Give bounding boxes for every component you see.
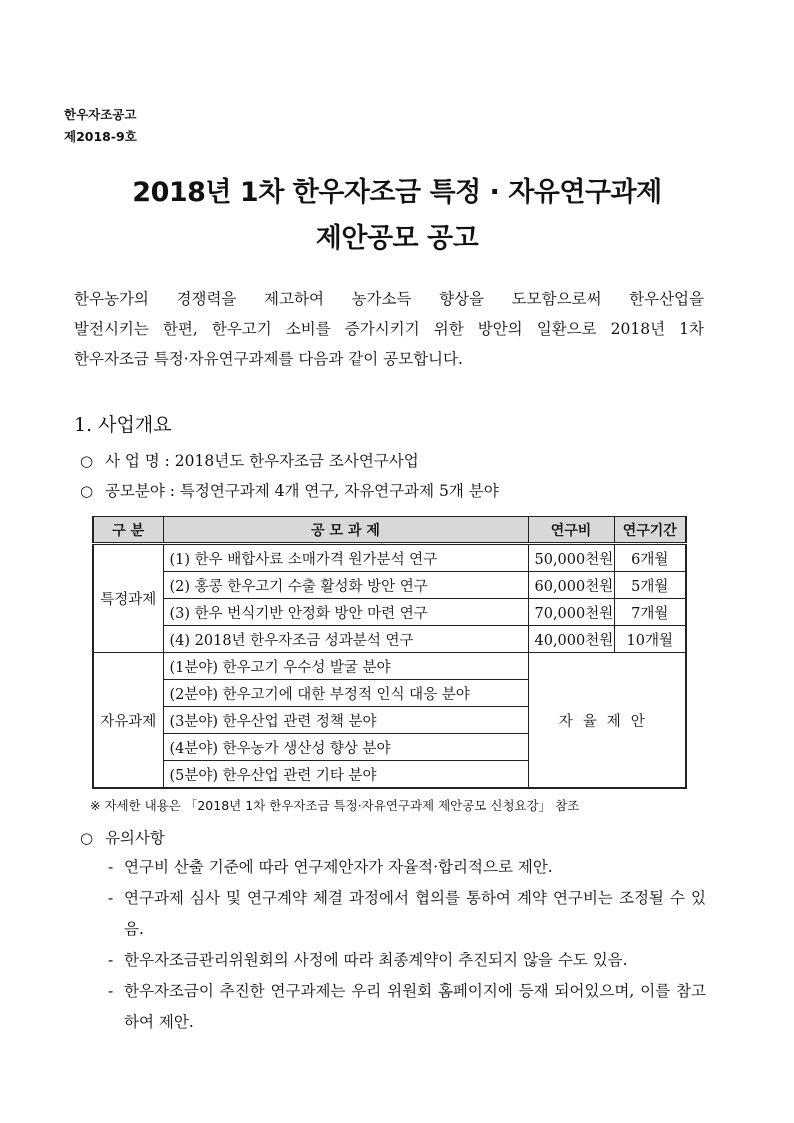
table-row [93, 653, 686, 680]
list-item [108, 976, 706, 1038]
project-name-text: 사 업 명 : 2018년도 한우자조금 조사연구사업 [104, 452, 419, 470]
overview-item [80, 446, 499, 476]
free-field-cell: (4분야) 한우농가 생산성 향상 분야 [163, 734, 528, 761]
intro-line-3: 한우자조금 특정·자유연구과제를 다음과 같이 공모합니다. [74, 350, 463, 368]
dash-bullet-icon: - [108, 951, 114, 969]
circle-bullet-icon: ○ [80, 482, 94, 500]
section-title: 1. 사업개요 [74, 414, 172, 436]
agency-name: 한우자조공고 [64, 107, 137, 122]
period-cell: 5개월 [614, 572, 686, 599]
call-field-text: 공모분야 : 특정연구과제 4개 연구, 자유연구과제 5개 분야 [104, 482, 499, 500]
caution-text: 연구과제 심사 및 연구계약 체결 과정에서 협의를 통하여 계약 연구비는 조정될 수 있음. [124, 889, 706, 938]
table-row [93, 544, 686, 572]
cautions-heading [80, 824, 165, 852]
table-header-row [93, 517, 686, 544]
list-item [108, 883, 706, 945]
task-cell: (1) 한우 배합사료 소매가격 원가분석 연구 [163, 544, 528, 572]
caution-text: 한우자조금관리위원회의 사정에 따라 최종계약이 추진되지 않을 수도 있음. [124, 951, 628, 969]
budget-cell: 40,000천원 [528, 626, 614, 653]
header-period: 연구기간 [614, 517, 686, 544]
list-item [108, 852, 706, 883]
circle-bullet-icon: ○ [80, 829, 94, 847]
dash-bullet-icon: - [108, 858, 114, 876]
free-field-cell: (3분야) 한우산업 관련 정책 분야 [163, 707, 528, 734]
overview-list [80, 446, 499, 506]
table-row [93, 626, 686, 653]
table-row [93, 599, 686, 626]
dash-bullet-icon: - [108, 982, 114, 1000]
title-line-1: 2018년 1차 한우자조금 특정 · 자유연구과제 [132, 177, 662, 208]
header-task: 공 모 과 제 [163, 517, 528, 544]
cautions-title: 유의사항 [104, 829, 165, 847]
cautions-list [108, 852, 706, 1038]
period-cell: 10개월 [614, 626, 686, 653]
overview-item [80, 476, 499, 506]
free-field-cell: (2분야) 한우고기에 대한 부정적 인식 대응 분야 [163, 680, 528, 707]
budget-cell: 60,000천원 [528, 572, 614, 599]
free-field-cell: (5분야) 한우산업 관련 기타 분야 [163, 761, 528, 789]
dash-bullet-icon: - [108, 889, 114, 907]
reference-note: ※ 자세한 내용은 「2018년 1차 한우자조금 특정·자유연구과제 제안공모 신청요강」 참조 [90, 798, 580, 813]
document-header [64, 104, 137, 148]
budget-cell: 50,000천원 [528, 544, 614, 572]
list-item [108, 945, 706, 976]
header-budget: 연구비 [528, 517, 614, 544]
free-budget-cell: 자율제안 [528, 653, 686, 789]
research-task-table [92, 516, 687, 789]
task-cell: (2) 홍콩 한우고기 수출 활성화 방안 연구 [163, 572, 528, 599]
intro-line-2: 발전시키는 한편, 한우고기 소비를 증가시키기 위한 방안의 일환으로 2018년 1차 [74, 320, 704, 338]
table-row [93, 572, 686, 599]
budget-cell: 70,000천원 [528, 599, 614, 626]
task-cell: (4) 2018년 한우자조금 성과분석 연구 [163, 626, 528, 653]
free-field-cell: (1분야) 한우고기 우수성 발굴 분야 [163, 653, 528, 680]
intro-paragraph [74, 284, 704, 374]
specific-category-label: 특정과제 [93, 544, 163, 653]
caution-text: 연구비 산출 기준에 따라 연구제안자가 자율적·합리적으로 제안. [124, 858, 553, 876]
intro-line-1: 한우농가의 경쟁력을 제고하여 농가소득 향상을 도모함으로써 한우산업을 [74, 290, 704, 308]
period-cell: 7개월 [614, 599, 686, 626]
free-category-label: 자유과제 [93, 653, 163, 789]
notice-number: 제2018-9호 [64, 129, 137, 144]
period-cell: 6개월 [614, 544, 686, 572]
header-category: 구 분 [93, 517, 163, 544]
caution-text: 한우자조금이 추진한 연구과제는 우리 위원회 홈페이지에 등재 되어있으며, 이를 참고하여 제안. [124, 982, 706, 1031]
task-cell: (3) 한우 번식기반 안정화 방안 마련 연구 [163, 599, 528, 626]
circle-bullet-icon: ○ [80, 452, 94, 470]
page-title [0, 170, 794, 262]
title-line-2: 제안공모 공고 [315, 223, 479, 254]
